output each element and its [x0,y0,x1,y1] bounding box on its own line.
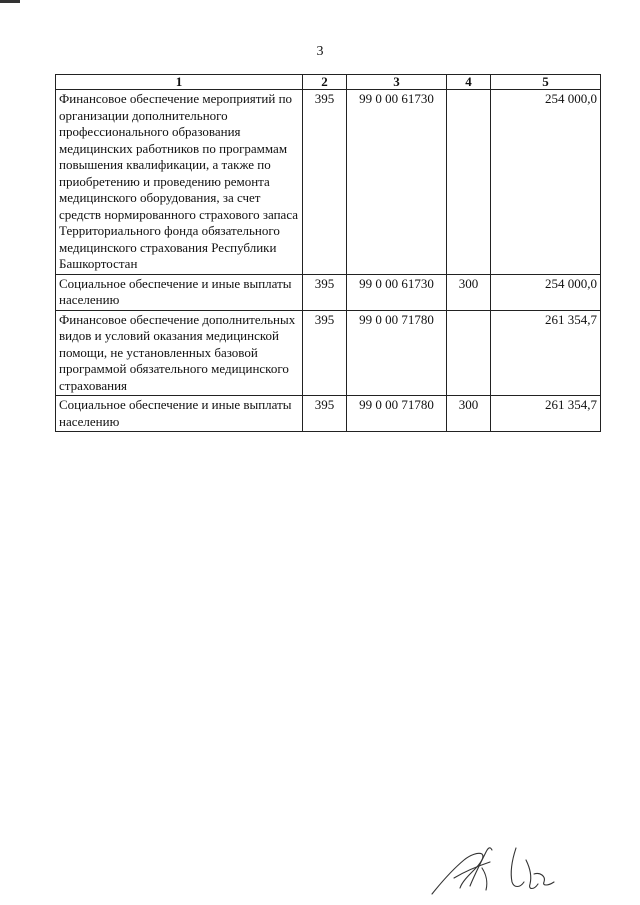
cell-article: 99 0 00 61730 [347,90,447,275]
cell-chapter: 395 [303,396,347,432]
cell-article: 99 0 00 61730 [347,274,447,310]
table-row [56,310,601,396]
budget-table [55,74,601,432]
header-col-2: 2 [303,75,347,90]
cell-chapter: 395 [303,310,347,396]
header-col-1: 1 [56,75,303,90]
cell-name: Финансовое обеспечение мероприятий по организации дополнительного профессионального образования медицинских работников по программам повышения квалификации, а также по приобретению и проведению ремонта медицинского оборудования, за счет средств нормированного страхового запаса Территориального фонда обязательного медицинского страхования Республики Башкортостан [56,90,303,275]
header-col-4: 4 [447,75,491,90]
header-col-3: 3 [347,75,447,90]
cell-type [447,90,491,275]
cell-chapter: 395 [303,90,347,275]
table-header-row [56,75,601,90]
cell-article: 99 0 00 71780 [347,396,447,432]
cell-name: Финансовое обеспечение дополнительных видов и условий оказания медицинской помощи, не установленных базовой программой обязательного медицинского страхования [56,310,303,396]
cell-name: Социальное обеспечение и иные выплаты населению [56,274,303,310]
cell-type [447,310,491,396]
cell-sum: 254 000,0 [491,274,601,310]
cell-name: Социальное обеспечение и иные выплаты населению [56,396,303,432]
cell-sum: 261 354,7 [491,310,601,396]
header-col-5: 5 [491,75,601,90]
table-row [56,274,601,310]
cell-sum: 254 000,0 [491,90,601,275]
table-row [56,90,601,275]
corner-scan-mark [0,0,20,3]
cell-type: 300 [447,396,491,432]
handwritten-signature [430,838,570,898]
cell-article: 99 0 00 71780 [347,310,447,396]
table-row [56,396,601,432]
cell-chapter: 395 [303,274,347,310]
cell-type: 300 [447,274,491,310]
cell-sum: 261 354,7 [491,396,601,432]
page-number: 3 [316,44,324,59]
